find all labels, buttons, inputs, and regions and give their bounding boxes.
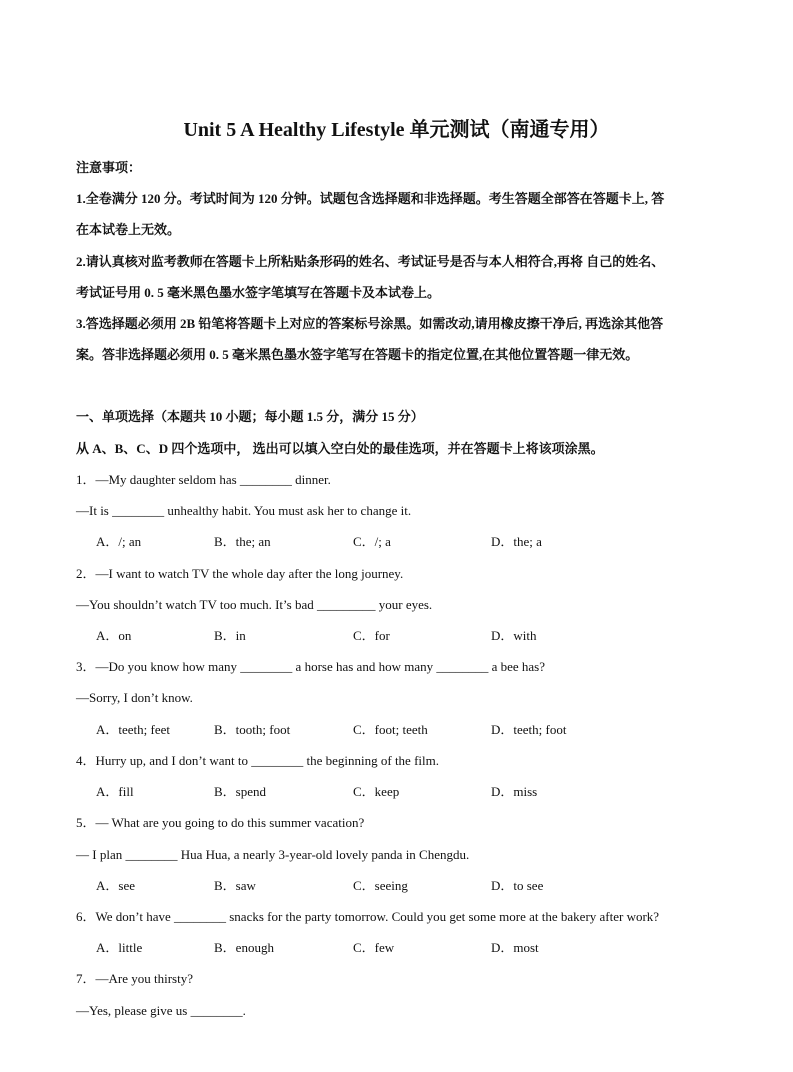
option-a: A．teeth; feet bbox=[96, 722, 170, 737]
question-text: 5．— What are you going to do this summer vacation? bbox=[76, 815, 365, 830]
question-text: —Yes, please give us ________. bbox=[76, 1003, 246, 1018]
option-c: C．seeing bbox=[353, 878, 408, 893]
question-text: 7．—Are you thirsty? bbox=[76, 971, 193, 986]
notice-line: 2.请认真核对监考教师在答题卡上所粘贴条形码的姓名、考试证号是否与本人相符合,再将 自己的姓名、 bbox=[76, 254, 665, 269]
option-c: C．keep bbox=[353, 784, 400, 799]
option-c: C．few bbox=[353, 940, 395, 955]
option-c: C．foot; teeth bbox=[353, 722, 428, 737]
option-b: B．the; an bbox=[214, 534, 271, 549]
option-b: B．enough bbox=[214, 940, 274, 955]
option-a: A．/; an bbox=[96, 534, 142, 549]
question-text: — I plan ________ Hua Hua, a nearly 3-year-old lovely panda in Chengdu. bbox=[76, 847, 470, 862]
option-d: D．to see bbox=[491, 878, 544, 893]
option-d: D．miss bbox=[491, 784, 538, 799]
option-b: B．spend bbox=[214, 784, 267, 799]
option-d: D．with bbox=[491, 628, 537, 643]
question-text: 1．—My daughter seldom has ________ dinner. bbox=[76, 472, 331, 487]
option-d: D．most bbox=[491, 940, 539, 955]
question-text: —It is ________ unhealthy habit. You must ask her to change it. bbox=[76, 503, 412, 518]
option-d: D．the; a bbox=[491, 534, 542, 549]
option-c: C．/; a bbox=[353, 534, 391, 549]
question-text: 2．—I want to watch TV the whole day after the long journey. bbox=[76, 566, 404, 581]
option-a: A．see bbox=[96, 878, 135, 893]
notice-line: 3.答选择题必须用 2B 铅笔将答题卡上对应的答案标号涂黑。如需改动,请用橡皮擦干净后, 再选涂其他答 bbox=[76, 316, 664, 331]
page-title: Unit 5 A Healthy Lifestyle 单元测试（南通专用） bbox=[183, 119, 610, 141]
notice-heading: 注意事项： bbox=[76, 160, 142, 175]
section-heading: 一、单项选择（本题共 10 小题；每小题 1.5 分，满分 15 分） bbox=[76, 409, 424, 424]
option-b: B．in bbox=[214, 628, 246, 643]
notice-line: 1.全卷满分 120 分。考试时间为 120 分钟。试题包含选择题和非选择题。考生答题全部答在答题卡上, 答 bbox=[76, 191, 665, 206]
question-text: 3．—Do you know how many ________ a horse has and how many ________ a bee has? bbox=[76, 659, 546, 674]
option-a: A．little bbox=[96, 940, 143, 955]
question-text: 4．Hurry up, and I don’t want to ________ the beginning of the film. bbox=[76, 753, 439, 768]
option-a: A．fill bbox=[96, 784, 134, 799]
notice-line: 考试证号用 0. 5 毫米黑色墨水签字笔填写在答题卡及本试卷上。 bbox=[76, 285, 441, 300]
section-instruction: 从 A、B、C、D 四个选项中， 选出可以填入空白处的最佳选项，并在答题卡上将该项涂黑。 bbox=[76, 441, 604, 456]
question-text: —Sorry, I don’t know. bbox=[76, 690, 193, 705]
option-c: C．for bbox=[353, 628, 390, 643]
option-b: B．saw bbox=[214, 878, 256, 893]
option-a: A．on bbox=[96, 628, 132, 643]
option-d: D．teeth; foot bbox=[491, 722, 567, 737]
question-text: 6．We don’t have ________ snacks for the party tomorrow. Could you get some more at the bakery after work? bbox=[76, 909, 660, 924]
option-b: B．tooth; foot bbox=[214, 722, 291, 737]
notice-line: 案。答非选择题必须用 0. 5 毫米黑色墨水签字笔写在答题卡的指定位置,在其他位置答题一律无效。 bbox=[76, 347, 639, 362]
notice-line: 在本试卷上无效。 bbox=[76, 222, 181, 237]
question-text: —You shouldn’t watch TV too much. It’s bad _________ your eyes. bbox=[76, 597, 433, 612]
